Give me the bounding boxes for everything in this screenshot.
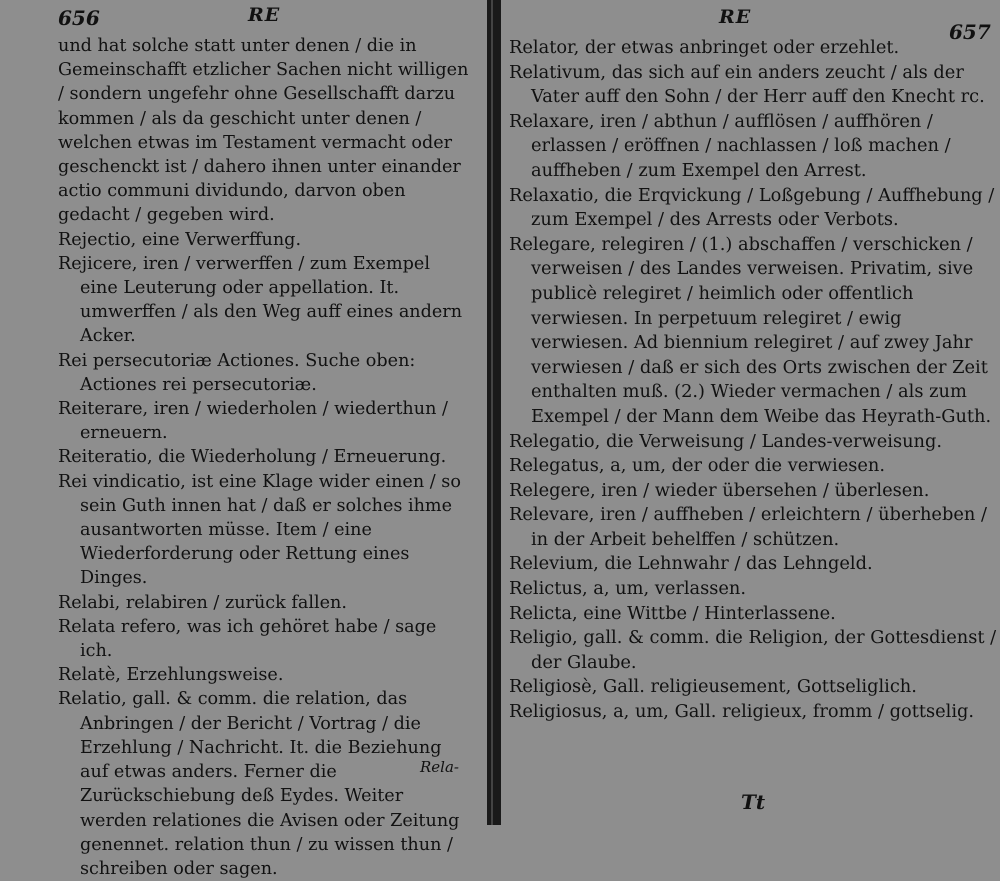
entry-reiteratio: Reiteratio, die Wiederholung / Erneuerung. xyxy=(58,447,447,468)
entry-relaxare: Relaxare, iren / abthun / aufflösen / auffhören / erlassen / eröffnen / nachlassen / loß machen / auffheben / zum Exempel den Arrest. xyxy=(509,110,951,181)
page-number-left: 656 xyxy=(58,6,100,30)
entry-relegatio: Relegatio, die Verweisung / Landes-verweisung. xyxy=(509,430,943,452)
entry-relaxatio: Relaxatio, die Erqvickung / Loßgebung / Auffhebung / zum Exempel / des Arrests oder Verbots. xyxy=(509,184,995,231)
entry-relegere: Relegere, iren / wieder übersehen / überlesen. xyxy=(509,479,930,501)
entry-relegatus: Relegatus, a, um, der oder die verwiesen. xyxy=(509,455,885,477)
entry-reiterare: Reiterare, iren / wiederholen / wiederthun / erneuern. xyxy=(58,399,448,444)
entry-relevare: Relevare, iren / auffheben / erleichtern / überheben / in der Arbeit behelffen / schützen. xyxy=(509,504,987,550)
entry-relatio: Relatio, gall. & comm. die relation, das Anbringen / der Bericht / Vortrag / die Erzehlung / Nachricht. It. die Beziehung auf etwas anders. Ferner die Zurückschiebung deß Eydes. Weiter werden relationes die Avisen oder Zeitung genennet. relation thun / zu wissen thun / schreiben oder sagen. xyxy=(58,689,460,879)
entry-religiosus: Religiosus, a, um, Gall. religieux, fromm / gottselig. xyxy=(509,701,975,723)
entry-rejicere: Rejicere, iren / verwerffen / zum Exempel eine Leuterung oder appellation. It. umwerffen / als den Weg auff eines andern Acker. xyxy=(58,253,463,347)
entry-relictus: Relictus, a, um, verlassen. xyxy=(509,578,747,600)
entry-rejectio: Rejectio, eine Verwerffung. xyxy=(58,229,302,250)
running-head-right: RE xyxy=(719,6,752,28)
entry-rei-vindicatio: Rei vindicatio, ist eine Klage wider einen / so sein Guth innen hat / daß er solches ihme ausantworten müsse. Item / eine Wiederforderung oder Rettung eines Dinges. xyxy=(58,471,461,589)
entry-relate: Relatè, Erzehlungsweise. xyxy=(58,665,284,686)
entry-relevium: Relevium, die Lehnwahr / das Lehngeld. xyxy=(509,553,873,575)
signature-mark: Tt xyxy=(741,790,766,814)
entry-religiose: Religiosè, Gall. religieusement, Gottseliglich. xyxy=(509,676,917,698)
entries-right xyxy=(509,36,1000,725)
entry-relativum: Relativum, das sich auf ein anders zeucht / als der Vater auff den Sohn / der Herr auff den Knecht rc. xyxy=(509,61,985,108)
entry-relabi: Relabi, relabiren / zurück fallen. xyxy=(58,592,347,613)
entry-relicta: Relicta, eine Wittbe / Hinterlassene. xyxy=(509,602,836,624)
entry-relata-refero: Relata refero, was ich gehöret habe / sage ich. xyxy=(58,616,437,662)
running-head-left: RE xyxy=(248,4,281,26)
catchword: Rela- xyxy=(420,758,459,776)
book-gutter xyxy=(487,0,501,825)
entry-relator: Relator, der etwas anbringet oder erzehlet. xyxy=(509,37,900,58)
page-number-right: 657 xyxy=(949,20,991,44)
entry-religio: Religio, gall. & comm. die Religion, der Gottesdienst / der Glaube. xyxy=(509,627,997,673)
entry-rei-persecutoriae: Rei persecutoriæ Actiones. Suche oben: Actiones rei persecutoriæ. xyxy=(58,350,416,395)
right-page xyxy=(501,0,1000,825)
entry-continuation: und hat solche statt unter denen / die in Gemeinschafft etzlicher Sachen nicht willigen / sondern ungefehr ohne Gesellschafft darzu kommen / als da geschicht unter denen / welchen etwas im Testament vermacht oder geschenckt ist / dahero ihnen unter einander actio communi dividundo, darvon oben gedacht / gegeben wird. xyxy=(58,36,469,226)
entry-relegare: Relegare, relegiren / (1.) abschaffen / verschicken / verweisen / des Landes verweisen. Privatim, sive publicè relegiret / heimlich oder offentlich verwiesen. In perpetuum relegiret / ewig verwiesen. Ad biennium relegiret / auf zwey Jahr verwiesen / daß er sich des Orts zwischen der Zeit enthalten muß. (2.) Wieder vermachen / als zum Exempel / der Mann dem Weibe das Heyrath-Guth. xyxy=(509,233,992,427)
entries-left xyxy=(58,34,473,881)
left-page xyxy=(0,0,487,879)
